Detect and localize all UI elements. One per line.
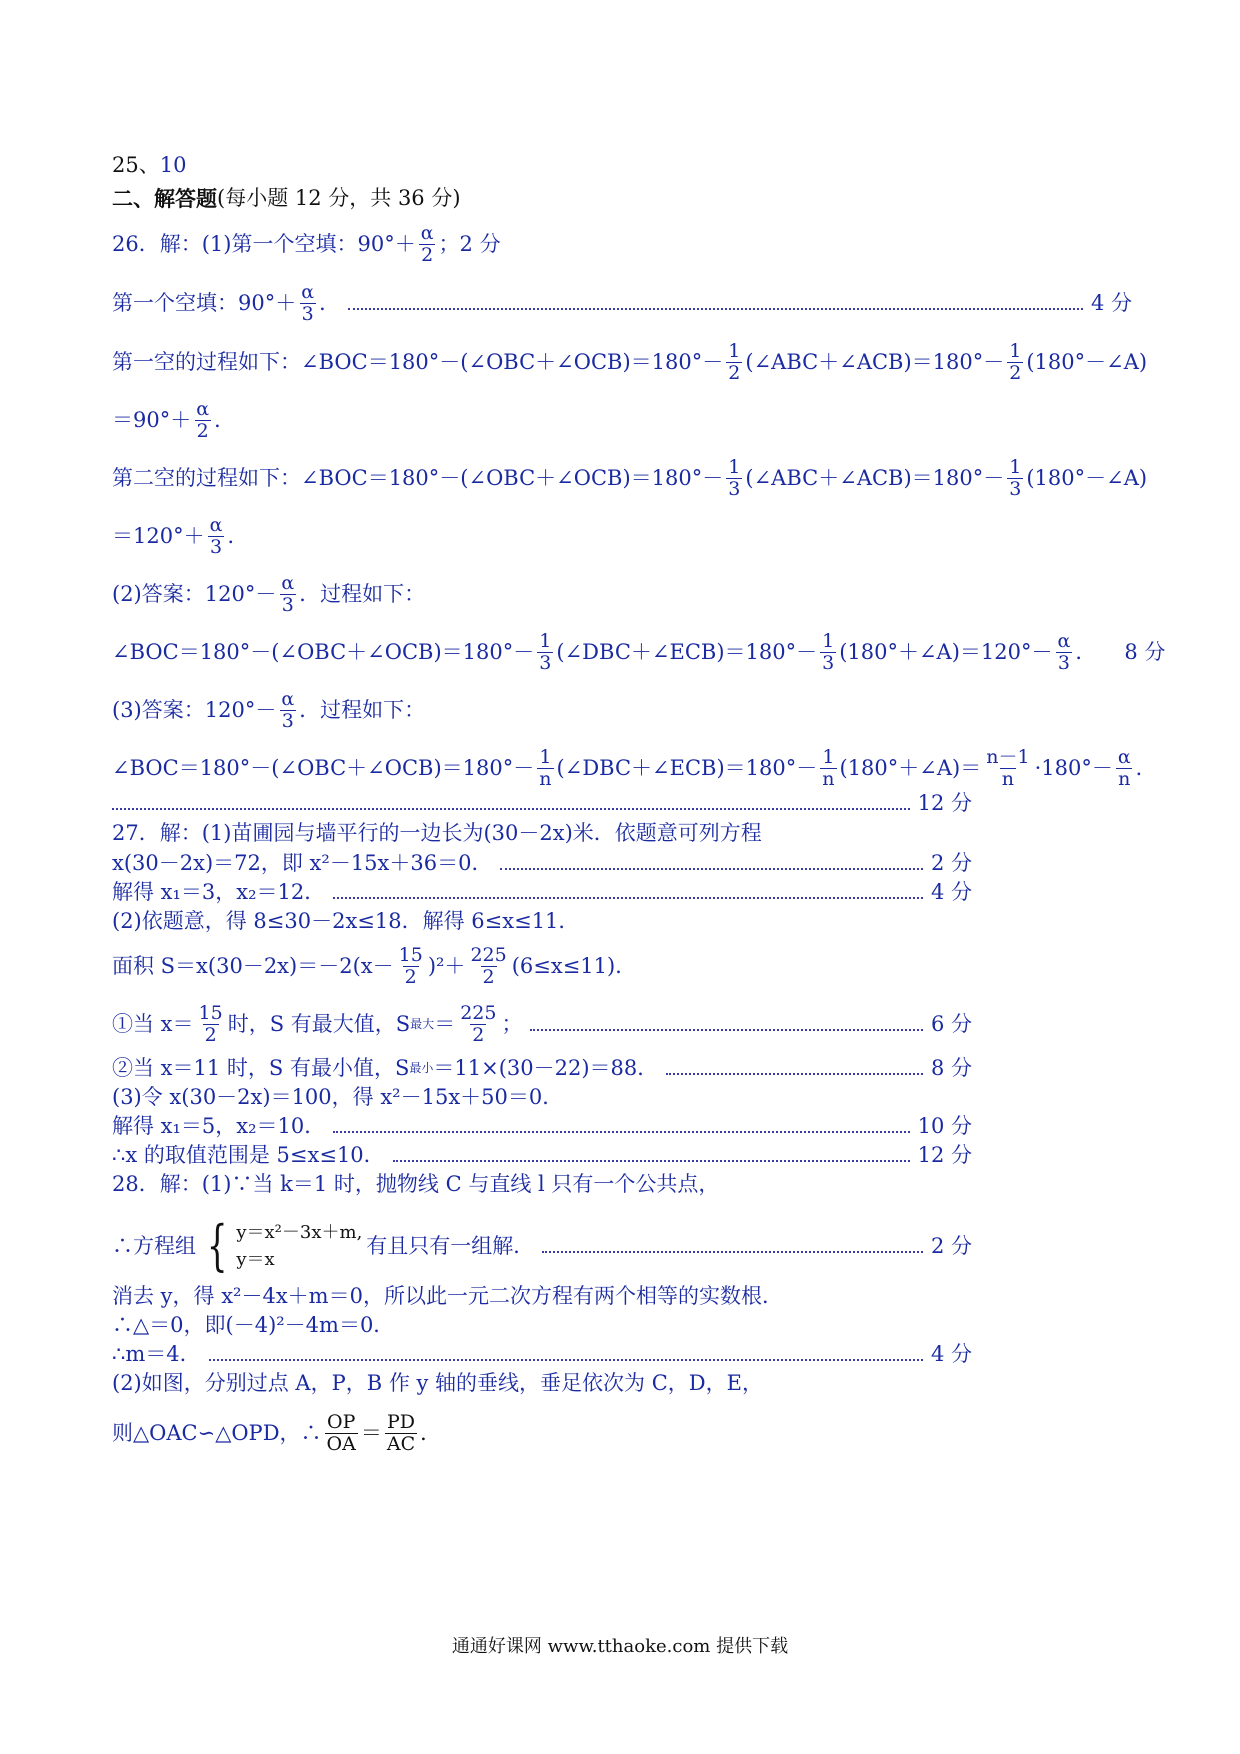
q28-l2-a: ∴方程组 <box>112 1233 196 1258</box>
q26-l5-b: (∠ABC＋∠ACB)＝180°－ <box>745 465 1005 490</box>
q28-l2-b: 有且只有一组解． <box>366 1233 535 1258</box>
q26-l8-a: ∠BOC＝180°－(∠OBC＋∠OCB)＝180°－ <box>112 639 535 664</box>
frac-num: 1 <box>1009 455 1022 478</box>
q28-line-1 <box>112 1164 1132 1204</box>
dotted-leader <box>209 1359 923 1361</box>
frac-den: 3 <box>209 535 223 558</box>
score-label: 6 分 <box>930 1011 972 1036</box>
frac-den: 3 <box>728 477 741 500</box>
score-label: 2 分 <box>930 1233 972 1258</box>
frac-den: n <box>1118 767 1131 790</box>
q27-l5-c: (6≤x≤11)． <box>511 953 637 978</box>
fraction-225-over-2 <box>468 945 508 988</box>
fraction-alpha-over-2 <box>419 223 436 266</box>
q28-l7-a: 则△OAC∽△OPD，∴ <box>112 1420 322 1445</box>
equals-sign: ＝ <box>360 1420 382 1445</box>
frac-num: n－1 <box>986 745 1030 768</box>
q27-l5-b: )²＋ <box>427 953 466 978</box>
frac-num: 1 <box>822 745 835 768</box>
score-label: 10 分 <box>917 1113 972 1138</box>
score-label: 2 分 <box>930 850 972 875</box>
frac-den: 3 <box>301 302 314 325</box>
frac-num: α <box>420 221 434 244</box>
q28-l1-text: 28．解：(1)∵当 k＝1 时，抛物线 C 与直线 l 只有一个公共点， <box>112 1171 720 1196</box>
q26-l9-a: (3)答案：120°－ <box>112 697 277 722</box>
frac-num: α <box>196 397 210 420</box>
fraction-alpha-over-3 <box>299 282 316 325</box>
dotted-leader <box>393 1160 910 1162</box>
score-label: 4 分 <box>1090 290 1132 315</box>
q26-line-9 <box>112 687 1132 732</box>
frac-den: AC <box>386 1432 416 1455</box>
dotted-leader <box>348 308 1083 310</box>
dotted-leader <box>530 1029 923 1031</box>
q28-l6-text: (2)如图，分别过点 A，P，B 作 y 轴的垂线，垂足依次为 C，D，E， <box>112 1370 763 1395</box>
frac-den: 2 <box>196 419 209 442</box>
score-label: 8 分 <box>1124 639 1166 664</box>
q27-l7-a: ②当 x＝11 时，S 有最小值，S <box>112 1055 410 1080</box>
equation-system <box>200 1214 363 1277</box>
frac-num: 225 <box>460 1001 497 1024</box>
frac-num: 15 <box>398 943 423 966</box>
q26-l3-a: ∠BOC＝180°－(∠OBC＋∠OCB)＝180°－ <box>301 349 724 374</box>
q26-l5-a: ∠BOC＝180°－(∠OBC＋∠OCB)＝180°－ <box>301 465 724 490</box>
q28-line-2 <box>112 1214 972 1277</box>
frac-den: n <box>1001 767 1015 790</box>
q26-l6-a: ＝120°＋ <box>112 523 205 548</box>
frac-num: α <box>301 280 315 303</box>
frac-den: 3 <box>539 651 552 674</box>
q28-line-7 <box>112 1410 1132 1456</box>
frac-num: α <box>1057 629 1071 652</box>
fraction-1-over-3 <box>820 631 836 674</box>
q28-line-6 <box>112 1363 1132 1403</box>
frac-den: 2 <box>1009 361 1022 384</box>
score-label: 12 分 <box>917 1142 972 1167</box>
equation-lines <box>236 1219 362 1273</box>
q27-line-5 <box>112 943 1132 988</box>
q26-l2-text: 第一个空填：90°＋ <box>112 290 297 315</box>
equation-1: y＝x²－3x＋m, <box>236 1222 363 1243</box>
frac-den: n <box>822 767 835 790</box>
frac-den: 3 <box>1057 651 1070 674</box>
q26-l9-b: ．过程如下： <box>299 697 426 722</box>
q26-l10-a: ∠BOC＝180°－(∠OBC＋∠OCB)＝180°－ <box>112 755 535 780</box>
q26-line-10 <box>112 745 1157 790</box>
q26-l7-b: ．过程如下： <box>299 581 426 606</box>
q27-l8-text: (3)令 x(30－2x)＝100，得 x²－15x＋50＝0． <box>112 1084 564 1109</box>
q26-line-2 <box>112 280 1132 325</box>
frac-den: 2 <box>421 243 434 266</box>
frac-num: α <box>281 687 295 710</box>
q27-l1-text: 27．解：(1)苗圃园与墙平行的一边长为(30－2x)米．依题意可列方程 <box>112 820 762 845</box>
fraction-1-over-3 <box>726 457 742 500</box>
q26-l10-b: (∠DBC＋∠ECB)＝180°－ <box>556 755 818 780</box>
frac-num: α <box>209 513 223 536</box>
frac-num: α <box>281 571 295 594</box>
q26-l5-c: (180°－∠A) <box>1026 465 1148 490</box>
frac-den: 3 <box>822 651 835 674</box>
frac-num: 225 <box>470 943 507 966</box>
q26-l3-c: (180°－∠A) <box>1026 349 1148 374</box>
q25-number: 25、 <box>112 152 160 177</box>
q27-l9-text: 解得 x₁＝5，x₂＝10． <box>112 1113 326 1138</box>
fraction-1-over-2 <box>1007 341 1023 384</box>
fraction-alpha-over-n <box>1116 747 1133 790</box>
q27-l6-d: ； <box>501 1011 523 1036</box>
q27-l6-c: ＝ <box>434 1011 456 1036</box>
q27-l2-text: x(30－2x)＝72，即 x²－15x＋36＝0． <box>112 850 493 875</box>
q26-line-4 <box>112 397 1132 442</box>
q26-l10-c: (180°＋∠A)＝ <box>839 755 982 780</box>
score-label: 4 分 <box>930 879 972 904</box>
q26-l10-d: ·180°－ <box>1034 755 1113 780</box>
q26-l8-b: (∠DBC＋∠ECB)＝180°－ <box>556 639 818 664</box>
score-label: 4 分 <box>930 1341 972 1366</box>
q25-answer: 10 <box>159 152 187 177</box>
fraction-alpha-over-3 <box>208 515 225 558</box>
frac-num: 1 <box>822 629 835 652</box>
frac-den: 3 <box>281 709 294 732</box>
section-title: 二、解答题 <box>112 185 217 211</box>
q28-l4-text: ∴△＝0，即(－4)²－4m＝0． <box>112 1312 395 1337</box>
page-footer: 通通好课网 www.tthaoke.com 提供下载 <box>451 1636 789 1657</box>
q26-l1-text: 26．解：(1)第一个空填：90°＋ <box>112 231 416 256</box>
fraction-225-over-2 <box>458 1003 498 1046</box>
fraction-1-over-3 <box>537 631 553 674</box>
brace-symbol: { <box>206 1214 228 1277</box>
frac-num: 15 <box>198 1001 223 1024</box>
dotted-leader <box>112 808 910 810</box>
q26-line-7 <box>112 571 1132 616</box>
q27-l3-text: 解得 x₁＝3，x₂＝12． <box>112 879 326 904</box>
q26-l3-label: 第一空的过程如下： <box>112 349 301 374</box>
q26-line-1 <box>112 221 1132 266</box>
dotted-leader <box>542 1251 923 1253</box>
q26-l2-period: ． <box>319 290 341 315</box>
fraction-1-over-3 <box>1007 457 1023 500</box>
fraction-alpha-over-2 <box>194 399 211 442</box>
section-heading <box>112 178 1132 218</box>
q27-l6-a: ①当 x＝ <box>112 1011 194 1036</box>
q27-line-4 <box>112 901 1132 941</box>
frac-den: 2 <box>728 361 741 384</box>
q27-l7-subscript: 最小 <box>409 1061 434 1075</box>
frac-den: 2 <box>204 1023 217 1046</box>
q27-l6-b: 时，S 有最大值，S <box>227 1011 411 1036</box>
q26-l4-b: ． <box>214 407 236 432</box>
q26-l10-e: ． <box>1135 755 1157 780</box>
frac-den: OA <box>326 1432 356 1455</box>
q26-l1-score: ；2 分 <box>438 231 501 256</box>
fraction-alpha-over-3 <box>279 689 296 732</box>
score-label: 8 分 <box>930 1055 972 1080</box>
q27-l5-a: 面积 S＝x(30－2x)＝－2(x－ <box>112 953 394 978</box>
q26-l8-d: ． <box>1075 639 1097 664</box>
frac-den: 3 <box>1009 477 1022 500</box>
q26-line-6 <box>112 513 1132 558</box>
score-label: 12 分 <box>917 790 972 815</box>
dotted-leader <box>500 868 922 870</box>
q27-l4-text: (2)依题意，得 8≤30－2x≤18．解得 6≤x≤11． <box>112 908 580 933</box>
fraction-PD-over-AC <box>385 1412 417 1455</box>
q28-l3-text: 消去 y，得 x²－4x＋m＝0，所以此一元二次方程有两个相等的实数根． <box>112 1283 783 1308</box>
fraction-15-over-2 <box>397 945 425 988</box>
frac-num: 1 <box>728 339 741 362</box>
frac-den: n <box>539 767 552 790</box>
equation-2: y＝x <box>236 1249 275 1270</box>
frac-num: 1 <box>728 455 741 478</box>
frac-num: α <box>1117 745 1131 768</box>
frac-den: 2 <box>472 1023 485 1046</box>
dotted-leader <box>333 1131 909 1133</box>
q26-l8-c: (180°＋∠A)＝120°－ <box>839 639 1053 664</box>
frac-num: 1 <box>539 745 552 768</box>
q26-l3-b: (∠ABC＋∠ACB)＝180°－ <box>745 349 1005 374</box>
q26-l5-label: 第二空的过程如下： <box>112 465 301 490</box>
dotted-leader <box>333 897 923 899</box>
fraction-OP-over-OA <box>325 1412 358 1455</box>
q26-line-8 <box>112 629 1166 674</box>
fraction-alpha-over-3 <box>1056 631 1073 674</box>
frac-num: PD <box>386 1410 415 1433</box>
q27-l7-b: ＝11×(30－22)＝88． <box>433 1055 659 1080</box>
q28-l7-b: ． <box>420 1420 442 1445</box>
q27-l6-subscript: 最大 <box>410 1017 435 1031</box>
frac-num: OP <box>327 1410 356 1433</box>
fraction-n-minus-1-over-n <box>984 747 1031 790</box>
q26-l4-a: ＝90°＋ <box>112 407 192 432</box>
fraction-15-over-2 <box>197 1003 225 1046</box>
q26-l6-b: ． <box>227 523 249 548</box>
q26-line-3 <box>112 339 1148 384</box>
q27-line-6 <box>112 1001 972 1046</box>
fraction-1-over-2 <box>726 341 742 384</box>
frac-den: 3 <box>281 593 294 616</box>
q28-l5-text: ∴m＝4． <box>112 1341 201 1366</box>
section-note: (每小题 12 分，共 36 分) <box>217 185 461 210</box>
q27-l10-text: ∴x 的取值范围是 5≤x≤10． <box>112 1142 385 1167</box>
frac-den: 2 <box>404 965 417 988</box>
frac-num: 1 <box>539 629 552 652</box>
frac-num: 1 <box>1009 339 1022 362</box>
q26-l7-a: (2)答案：120°－ <box>112 581 277 606</box>
fraction-alpha-over-3 <box>279 573 296 616</box>
q26-line-5 <box>112 455 1148 500</box>
dotted-leader <box>666 1073 923 1075</box>
frac-den: 2 <box>482 965 495 988</box>
